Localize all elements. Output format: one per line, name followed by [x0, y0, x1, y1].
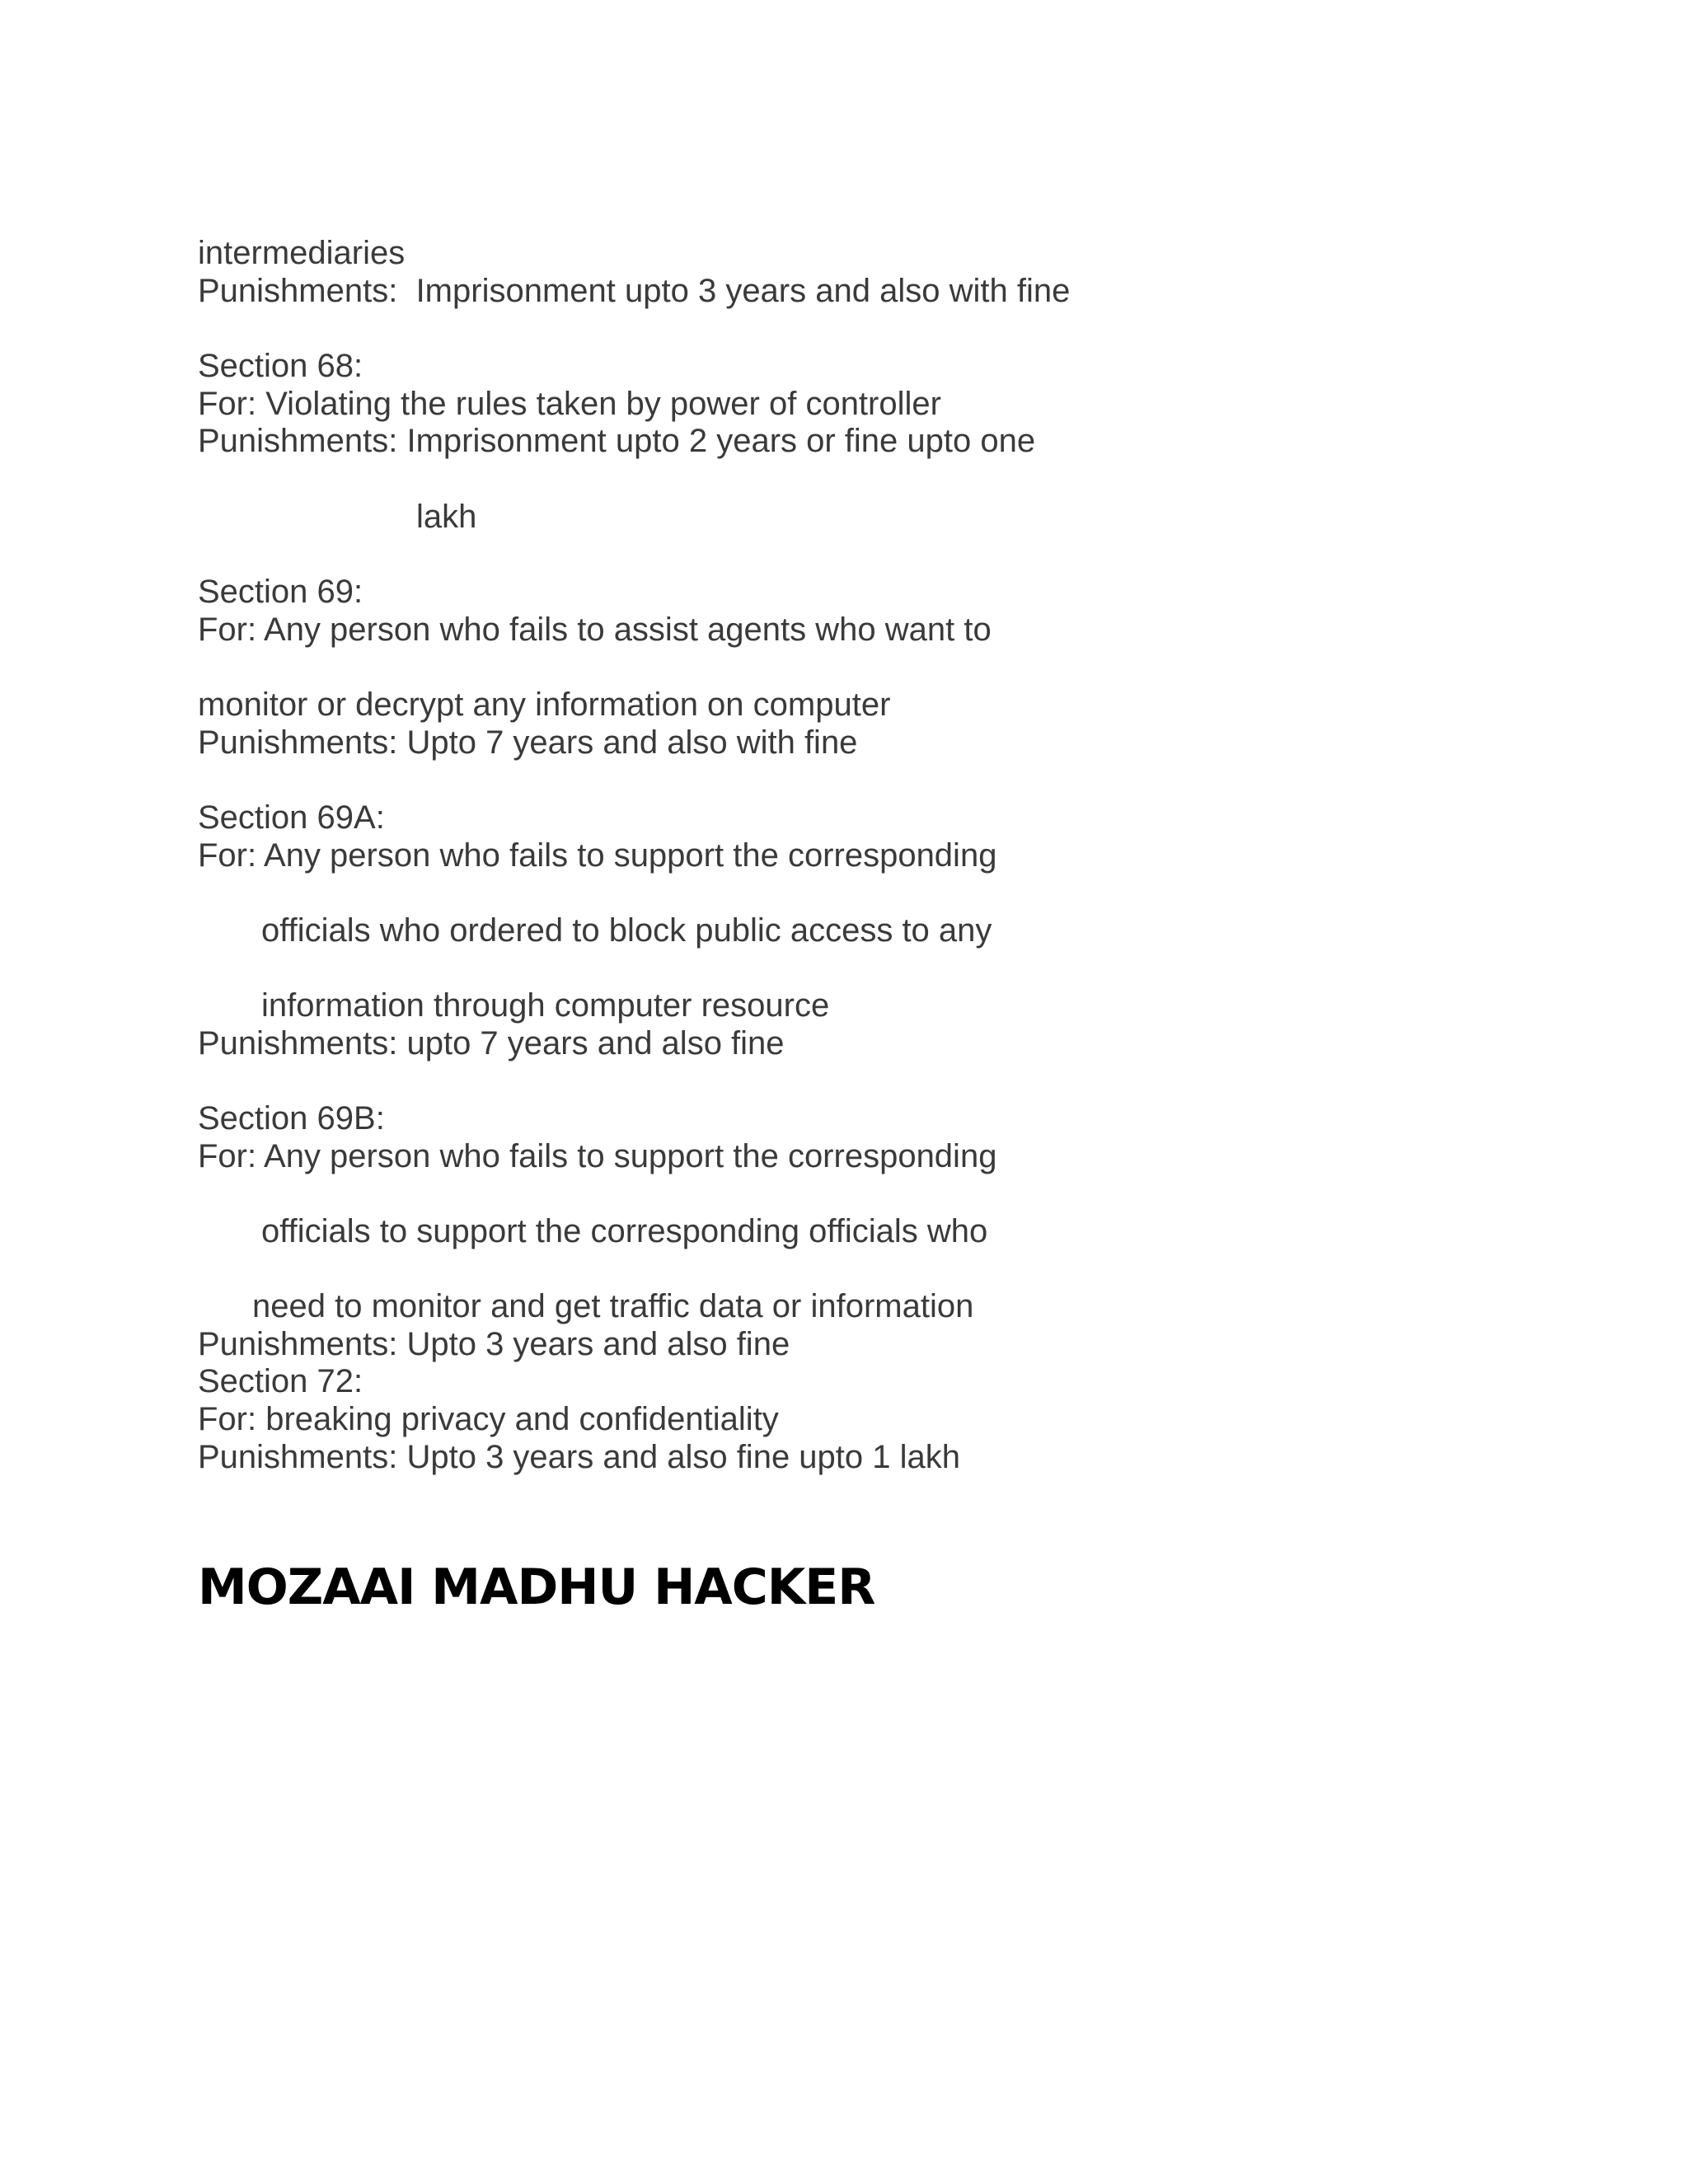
continuation-line: information through computer resource — [261, 987, 830, 1024]
for-line: For: Any person who fails to assist agents who want to — [198, 612, 992, 648]
for-line: For: Any person who fails to support the corresponding — [198, 837, 997, 874]
section-heading: Section 69A: — [198, 799, 385, 836]
punishment-line: Punishments: Upto 7 years and also with fine — [198, 724, 858, 761]
section-heading: Section 69B: — [198, 1100, 385, 1137]
punishment-line: Punishments: Imprisonment upto 2 years or fine upto one — [198, 423, 1036, 459]
continuation-line: lakh — [416, 499, 477, 535]
footer-title: MOZAAI MADHU HACKER — [198, 1558, 875, 1616]
punishment-line: Punishments: Imprisonment upto 3 years and also with fine — [198, 273, 1071, 309]
for-line: For: breaking privacy and confidentiality — [198, 1401, 779, 1437]
continuation-line: officials who ordered to block public access to any — [261, 912, 992, 949]
text-line: intermediaries — [198, 235, 406, 271]
punishment-line: Punishments: Upto 3 years and also fine — [198, 1326, 790, 1362]
section-heading: Section 72: — [198, 1363, 363, 1399]
continuation-line: monitor or decrypt any information on computer — [198, 687, 891, 723]
section-heading: Section 68: — [198, 348, 363, 384]
section-heading: Section 69: — [198, 574, 363, 610]
punishment-line: Punishments: Upto 3 years and also fine upto 1 lakh — [198, 1439, 960, 1475]
for-line: For: Violating the rules taken by power of controller — [198, 386, 941, 422]
for-line: For: Any person who fails to support the corresponding — [198, 1138, 997, 1174]
continuation-line: need to monitor and get traffic data or information — [252, 1288, 974, 1324]
continuation-line: officials to support the corresponding officials who — [261, 1213, 988, 1249]
punishment-line: Punishments: upto 7 years and also fine — [198, 1025, 785, 1062]
